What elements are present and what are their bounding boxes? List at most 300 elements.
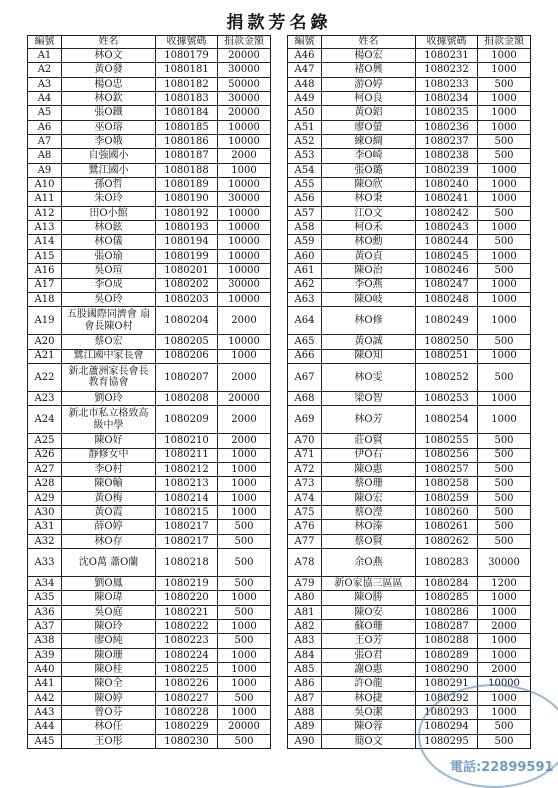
cell-name: 陳O欣: [322, 178, 416, 192]
table-row: [28, 63, 271, 77]
cell-amount: 500: [478, 135, 531, 149]
table-row: [28, 734, 271, 748]
cell-number: A13: [28, 221, 62, 235]
table-row: [288, 448, 531, 462]
cell-name: 劉O鳳: [62, 576, 156, 590]
cell-number: A8: [28, 149, 62, 163]
table-row: [28, 363, 271, 391]
cell-amount: 10000: [218, 221, 271, 235]
cell-number: A55: [288, 178, 322, 192]
table-row: [288, 106, 531, 120]
cell-name: 練O綢: [322, 135, 416, 149]
cell-amount: 10000: [218, 264, 271, 278]
cell-receipt: 1080232: [416, 63, 478, 77]
cell-receipt: 1080294: [416, 720, 478, 734]
cell-name: 陳O輸: [62, 477, 156, 491]
cell-amount: 1000: [478, 349, 531, 363]
cell-amount: 1000: [478, 278, 531, 292]
table-header-row: [288, 36, 531, 49]
table-row: [288, 706, 531, 720]
table-row: [288, 477, 531, 491]
cell-receipt: 1080252: [416, 363, 478, 391]
cell-name: 李O崎: [322, 149, 416, 163]
table-row: [288, 648, 531, 662]
cell-name: 王O彤: [62, 734, 156, 748]
cell-amount: 500: [478, 448, 531, 462]
cell-amount: 500: [478, 434, 531, 448]
cell-amount: 500: [478, 335, 531, 349]
cell-name: 黃O霞: [62, 505, 156, 519]
table-row: [28, 349, 271, 363]
cell-amount: 10000: [478, 677, 531, 691]
cell-receipt: 1080221: [156, 605, 218, 619]
cell-name: 余O燕: [322, 548, 416, 576]
cell-receipt: 1080229: [156, 720, 218, 734]
table-row: [28, 634, 271, 648]
table-row: [288, 178, 531, 192]
cell-receipt: 1080194: [156, 235, 218, 249]
cell-name: 鷺江國中家長會: [62, 349, 156, 363]
cell-amount: 500: [218, 548, 271, 576]
cell-receipt: 1080182: [156, 77, 218, 91]
cell-number: A58: [288, 221, 322, 235]
cell-receipt: 1080199: [156, 249, 218, 263]
cell-name: 楊O宏: [322, 49, 416, 63]
cell-amount: 1000: [218, 620, 271, 634]
cell-name: 梁O智: [322, 391, 416, 405]
cell-number: A2: [28, 63, 62, 77]
cell-number: A3: [28, 77, 62, 91]
table-row: [28, 92, 271, 106]
cell-name: 林O鉉: [62, 221, 156, 235]
table-row: [288, 349, 531, 363]
table-row: [288, 591, 531, 605]
cell-number: A39: [28, 648, 62, 662]
table-row: [288, 734, 531, 748]
cell-number: A34: [28, 576, 62, 590]
cell-amount: 1000: [478, 406, 531, 434]
cell-amount: 2000: [478, 663, 531, 677]
cell-number: A45: [28, 734, 62, 748]
table-row: [28, 663, 271, 677]
cell-receipt: 1080193: [156, 221, 218, 235]
cell-amount: 1000: [218, 491, 271, 505]
cell-receipt: 1080184: [156, 106, 218, 120]
cell-name: 薛O婷: [62, 520, 156, 534]
cell-name: 黃O梅: [62, 491, 156, 505]
cell-name: 林O捷: [322, 691, 416, 705]
table-row: [28, 264, 271, 278]
cell-name: 自強國小: [62, 149, 156, 163]
cell-number: A80: [288, 591, 322, 605]
cell-receipt: 1080192: [156, 206, 218, 220]
cell-amount: 1000: [478, 391, 531, 405]
table-row: [288, 77, 531, 91]
table-row: [28, 77, 271, 91]
table-row: [288, 292, 531, 306]
cell-receipt: 1080225: [156, 663, 218, 677]
cell-amount: 500: [478, 235, 531, 249]
cell-amount: 1000: [478, 292, 531, 306]
cell-number: A90: [288, 734, 322, 748]
cell-receipt: 1080247: [416, 278, 478, 292]
cell-amount: 1000: [218, 477, 271, 491]
cell-amount: 500: [478, 720, 531, 734]
cell-number: A60: [288, 249, 322, 263]
table-row: [288, 691, 531, 705]
cell-name: 陳O惠: [322, 462, 416, 476]
cell-number: A7: [28, 135, 62, 149]
cell-receipt: 1080283: [416, 548, 478, 576]
cell-receipt: 1080179: [156, 49, 218, 63]
table-row: [288, 264, 531, 278]
cell-number: A70: [288, 434, 322, 448]
cell-number: A77: [288, 534, 322, 548]
cell-receipt: 1080234: [416, 92, 478, 106]
cell-receipt: 1080228: [156, 706, 218, 720]
table-row: [28, 691, 271, 705]
cell-amount: 500: [218, 520, 271, 534]
cell-number: A56: [288, 192, 322, 206]
cell-amount: 1000: [218, 591, 271, 605]
cell-receipt: 1080217: [156, 520, 218, 534]
table-row: [288, 434, 531, 448]
cell-number: A54: [288, 163, 322, 177]
cell-amount: 1000: [478, 120, 531, 134]
cell-number: A41: [28, 677, 62, 691]
cell-name: 柯O良: [322, 92, 416, 106]
cell-receipt: 1080250: [416, 335, 478, 349]
cell-number: A23: [28, 391, 62, 405]
cell-name: 黃O發: [62, 63, 156, 77]
cell-receipt: 1080293: [416, 706, 478, 720]
cell-name: 林O芳: [322, 406, 416, 434]
table-row: [28, 491, 271, 505]
table-row: [28, 548, 271, 576]
cell-receipt: 1080230: [156, 734, 218, 748]
table-row: [28, 149, 271, 163]
cell-amount: 500: [478, 206, 531, 220]
cell-amount: 20000: [218, 720, 271, 734]
cell-name: 黃O誠: [322, 335, 416, 349]
cell-number: A89: [288, 720, 322, 734]
cell-amount: 1000: [478, 49, 531, 63]
cell-number: A76: [288, 520, 322, 534]
cell-name: 李O村: [62, 462, 156, 476]
cell-name: 吳O玲: [62, 292, 156, 306]
cell-receipt: 1080261: [416, 520, 478, 534]
cell-name: 陳O玲: [62, 620, 156, 634]
cell-receipt: 1080239: [416, 163, 478, 177]
table-row: [288, 491, 531, 505]
cell-receipt: 1080245: [416, 249, 478, 263]
cell-amount: 10000: [218, 335, 271, 349]
cell-number: A38: [28, 634, 62, 648]
cell-receipt: 1080262: [416, 534, 478, 548]
table-row: [288, 548, 531, 576]
cell-number: A84: [288, 648, 322, 662]
cell-amount: 1000: [218, 663, 271, 677]
header-amount: 捐款金額: [478, 36, 531, 49]
cell-name: 江O文: [322, 206, 416, 220]
table-row: [28, 391, 271, 405]
cell-number: A69: [288, 406, 322, 434]
cell-name: 李O成: [62, 278, 156, 292]
table-row: [28, 292, 271, 306]
cell-name: 伊O右: [322, 448, 416, 462]
cell-amount: 1000: [218, 677, 271, 691]
cell-amount: 10000: [218, 135, 271, 149]
cell-receipt: 1080205: [156, 335, 218, 349]
cell-number: A19: [28, 307, 62, 335]
table-row: [28, 677, 271, 691]
cell-number: A29: [28, 491, 62, 505]
cell-receipt: 1080181: [156, 63, 218, 77]
table-row: [288, 634, 531, 648]
cell-receipt: 1080253: [416, 391, 478, 405]
cell-number: A24: [28, 406, 62, 434]
table-row: [28, 477, 271, 491]
cell-receipt: 1080226: [156, 677, 218, 691]
cell-receipt: 1080201: [156, 264, 218, 278]
cell-receipt: 1080251: [416, 349, 478, 363]
cell-amount: 1000: [478, 605, 531, 619]
table-row: [28, 648, 271, 662]
cell-receipt: 1080258: [416, 477, 478, 491]
cell-amount: 10000: [218, 249, 271, 263]
table-row: [288, 163, 531, 177]
cell-receipt: 1080224: [156, 648, 218, 662]
table-row: [288, 663, 531, 677]
cell-receipt: 1080187: [156, 149, 218, 163]
cell-amount: 20000: [218, 49, 271, 63]
cell-amount: 1000: [478, 307, 531, 335]
cell-amount: 500: [218, 634, 271, 648]
cell-name: 新O家協三區區: [322, 576, 416, 590]
cell-number: A12: [28, 206, 62, 220]
table-row: [28, 706, 271, 720]
cell-name: 新北市私立格致高 級中學: [62, 406, 156, 434]
table-row: [28, 534, 271, 548]
cell-amount: 500: [478, 149, 531, 163]
cell-amount: 1000: [218, 706, 271, 720]
cell-amount: 20000: [218, 106, 271, 120]
table-row: [288, 520, 531, 534]
cell-amount: 1000: [218, 349, 271, 363]
header-receipt: 收據號碼: [416, 36, 478, 49]
cell-amount: 500: [478, 477, 531, 491]
cell-receipt: 1080240: [416, 178, 478, 192]
cell-amount: 1000: [478, 192, 531, 206]
cell-receipt: 1080291: [416, 677, 478, 691]
table-row: [288, 335, 531, 349]
cell-amount: 500: [218, 691, 271, 705]
table-row: [288, 120, 531, 134]
table-row: [28, 206, 271, 220]
cell-receipt: 1080289: [416, 648, 478, 662]
table-row: [288, 63, 531, 77]
cell-receipt: 1080202: [156, 278, 218, 292]
cell-number: A35: [28, 591, 62, 605]
cell-amount: 2000: [218, 363, 271, 391]
cell-name: 林O秉: [322, 192, 416, 206]
cell-amount: 1000: [478, 92, 531, 106]
cell-number: A66: [288, 349, 322, 363]
cell-name: 吳O潔: [322, 706, 416, 720]
cell-number: A10: [28, 178, 62, 192]
cell-name: 劉O玲: [62, 391, 156, 405]
cell-name: 新北蘆洲家長會長 教育協會: [62, 363, 156, 391]
table-row: [288, 677, 531, 691]
cell-name: 林O欽: [62, 92, 156, 106]
cell-receipt: 1080220: [156, 591, 218, 605]
cell-amount: 500: [478, 77, 531, 91]
cell-receipt: 1080287: [416, 620, 478, 634]
cell-amount: 1000: [218, 448, 271, 462]
cell-name: 黃O貞: [322, 249, 416, 263]
cell-name: 陳O治: [322, 264, 416, 278]
cell-number: A59: [288, 235, 322, 249]
table-row: [288, 235, 531, 249]
cell-number: A33: [28, 548, 62, 576]
cell-name: 李O娥: [62, 135, 156, 149]
cell-number: A31: [28, 520, 62, 534]
cell-receipt: 1080215: [156, 505, 218, 519]
table-row: [28, 406, 271, 434]
cell-amount: 30000: [218, 278, 271, 292]
table-row: [28, 335, 271, 349]
cell-receipt: 1080207: [156, 363, 218, 391]
cell-amount: 20000: [218, 391, 271, 405]
table-row: [28, 434, 271, 448]
cell-name: 林O雯: [322, 363, 416, 391]
cell-number: A25: [28, 434, 62, 448]
cell-amount: 500: [478, 462, 531, 476]
cell-name: 林O儀: [62, 235, 156, 249]
cell-number: A11: [28, 192, 62, 206]
cell-amount: 500: [218, 734, 271, 748]
table-row: [28, 448, 271, 462]
cell-number: A74: [288, 491, 322, 505]
cell-receipt: 1080259: [416, 491, 478, 505]
cell-name: 張O瑜: [62, 249, 156, 263]
cell-receipt: 1080203: [156, 292, 218, 306]
cell-number: A75: [288, 505, 322, 519]
cell-name: 蔡O賢: [322, 534, 416, 548]
cell-amount: 2000: [218, 149, 271, 163]
cell-number: A37: [28, 620, 62, 634]
page-title: 捐款芳名錄: [226, 13, 332, 33]
cell-amount: 2000: [218, 406, 271, 434]
cell-name: 張O君: [322, 648, 416, 662]
cell-name: 張O璐: [322, 163, 416, 177]
cell-number: A1: [28, 49, 62, 63]
header-amount: 捐款金額: [218, 36, 271, 49]
cell-receipt: 1080213: [156, 477, 218, 491]
cell-amount: 500: [478, 491, 531, 505]
cell-receipt: 1080255: [416, 434, 478, 448]
table-row: [288, 49, 531, 63]
cell-name: 李O燕: [322, 278, 416, 292]
table-row: [288, 278, 531, 292]
cell-number: A32: [28, 534, 62, 548]
cell-number: A46: [288, 49, 322, 63]
cell-name: 謝O惠: [322, 663, 416, 677]
cell-receipt: 1080257: [416, 462, 478, 476]
cell-receipt: 1080186: [156, 135, 218, 149]
cell-number: A82: [288, 620, 322, 634]
table-row: [28, 720, 271, 734]
cell-name: 朱O玲: [62, 192, 156, 206]
cell-receipt: 1080284: [416, 576, 478, 590]
cell-name: 陳O勝: [322, 591, 416, 605]
cell-number: A62: [288, 278, 322, 292]
cell-receipt: 1080211: [156, 448, 218, 462]
cell-name: 陳O蓉: [322, 720, 416, 734]
cell-amount: 500: [218, 534, 271, 548]
table-row: [288, 206, 531, 220]
cell-amount: 30000: [218, 192, 271, 206]
cell-number: A42: [28, 691, 62, 705]
cell-name: 鷺江國小: [62, 163, 156, 177]
cell-number: A18: [28, 292, 62, 306]
cell-name: 許O龍: [322, 677, 416, 691]
table-row: [288, 576, 531, 590]
cell-amount: 1000: [478, 706, 531, 720]
cell-amount: 500: [478, 534, 531, 548]
header-receipt: 收據號碼: [156, 36, 218, 49]
table-row: [288, 363, 531, 391]
cell-name: 張O鐵: [62, 106, 156, 120]
cell-receipt: 1080292: [416, 691, 478, 705]
cell-name: 林O文: [62, 49, 156, 63]
table-row: [28, 163, 271, 177]
cell-name: 蔡O瀅: [322, 505, 416, 519]
header-name: 姓名: [322, 36, 416, 49]
table-header-row: [28, 36, 271, 49]
cell-amount: 10000: [218, 235, 271, 249]
cell-name: 陳O好: [62, 434, 156, 448]
table-row: [288, 462, 531, 476]
table-row: [28, 178, 271, 192]
cell-name: 陳O全: [62, 677, 156, 691]
cell-receipt: 1080248: [416, 292, 478, 306]
table-row: [28, 520, 271, 534]
cell-receipt: 1080235: [416, 106, 478, 120]
cell-amount: 1000: [478, 106, 531, 120]
cell-number: A67: [288, 363, 322, 391]
cell-amount: 500: [478, 734, 531, 748]
cell-receipt: 1080189: [156, 178, 218, 192]
cell-number: A87: [288, 691, 322, 705]
cell-name: 游O婷: [322, 77, 416, 91]
table-row: [288, 149, 531, 163]
table-row: [28, 49, 271, 63]
table-row: [28, 307, 271, 335]
cell-name: 蔡O珊: [322, 477, 416, 491]
table-row: [288, 620, 531, 634]
cell-number: A81: [288, 605, 322, 619]
table-row: [288, 307, 531, 335]
cell-number: A65: [288, 335, 322, 349]
cell-name: 曾O芬: [62, 706, 156, 720]
cell-number: A68: [288, 391, 322, 405]
cell-receipt: 1080185: [156, 120, 218, 134]
cell-amount: 1000: [218, 505, 271, 519]
table-row: [288, 406, 531, 434]
cell-amount: 500: [478, 505, 531, 519]
table-row: [288, 192, 531, 206]
